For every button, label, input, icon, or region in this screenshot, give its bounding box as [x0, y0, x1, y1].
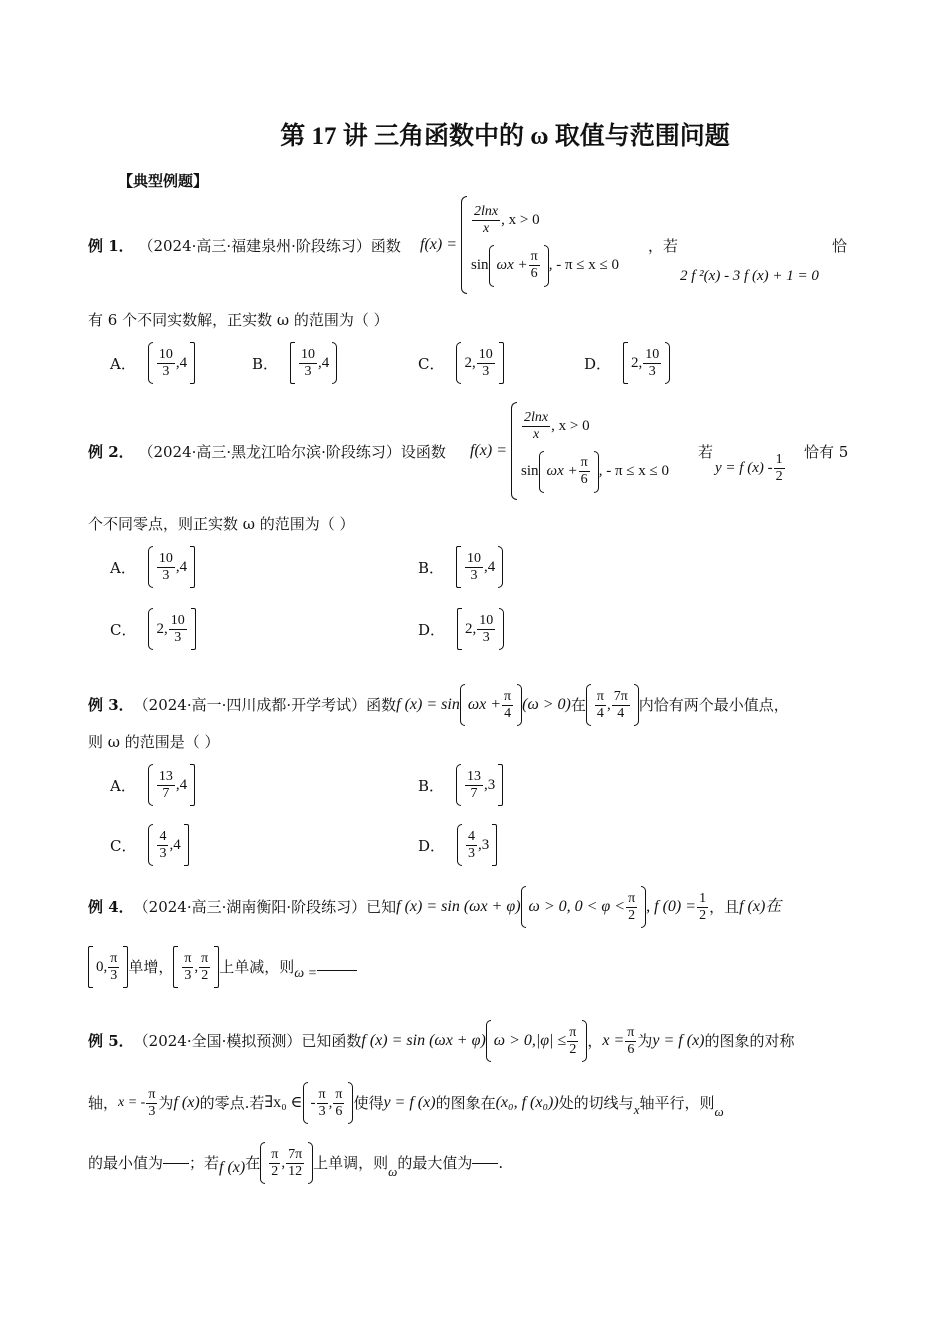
ex5-omega2: ω — [388, 1164, 398, 1179]
ex1-option-c-letter: C． — [418, 354, 445, 373]
ex1-case2-sin: sin — [471, 257, 489, 273]
example-1-fx: f(x) = — [420, 236, 457, 253]
example-4-line1 — [88, 886, 781, 928]
ex5-three: 3 — [148, 1103, 156, 1119]
ex5-blank-1 — [163, 1163, 189, 1164]
ex1-option-a-rest: ,4 — [175, 354, 188, 371]
ex2-case2-six: 6 — [580, 472, 588, 487]
ex5-ruo: ；若 — [189, 1154, 220, 1172]
ex5-pi: π — [569, 1024, 577, 1040]
ex1-option-b-num: 10 — [301, 346, 316, 362]
ex5-iv-3: 3 — [318, 1103, 326, 1119]
ex2-case1-num: 2lnx — [524, 409, 549, 425]
ex2-case2-arg: ωx + — [546, 463, 578, 479]
ex5-parallel: 轴平行，则 — [639, 1094, 715, 1112]
ex4-dz: 单增， — [128, 958, 174, 976]
ex2-ruo: 若 — [698, 443, 714, 461]
ex1-option-c — [418, 342, 504, 384]
ex2-option-a — [110, 546, 195, 588]
ex5-xaxis: x — [633, 1102, 640, 1117]
example-2-source: （2024·高三·黑龙江哈尔滨·阶段练习）设函数 — [138, 443, 446, 461]
ex5-line3-a: 的最小值为 — [88, 1154, 164, 1172]
ex5-end: . — [498, 1154, 504, 1172]
ex2-eq: y = f (x) - — [715, 460, 773, 476]
ex5-exists: ∃x₀ ∈ — [264, 1094, 303, 1111]
ex4-pi: π — [628, 890, 636, 906]
ex1-option-b — [252, 342, 337, 384]
example-5-label: 例 5． — [88, 1032, 134, 1050]
ex5-iv-minus: - — [310, 1095, 316, 1111]
ex3-option-b-num: 13 — [467, 768, 482, 784]
ex4-two: 2 — [628, 907, 636, 923]
ex5-iv-pi-a: π — [318, 1086, 326, 1102]
ex5-xeq: x = — [602, 1032, 625, 1049]
ex4-int2-pi-a: π — [184, 950, 192, 966]
ex5-iv2-12: 12 — [288, 1163, 303, 1179]
ex5-comma: ， — [587, 1032, 603, 1050]
ex2-half-num: 1 — [775, 452, 783, 467]
ex2-option-c-pre: 2, — [156, 620, 168, 637]
ex3-tail: 内恰有两个最小值点， — [638, 696, 789, 714]
ex3-option-a-rest: ,4 — [175, 776, 188, 793]
ex2-option-a-den: 3 — [162, 567, 170, 583]
ex5-wei: 为 — [637, 1032, 653, 1050]
ex2-option-a-letter: A． — [110, 558, 136, 577]
ex4-int2-3: 3 — [184, 967, 192, 983]
ex1-option-d-pre: 2, — [631, 354, 643, 371]
ex5-six: 6 — [627, 1041, 635, 1057]
ex5-pi6: π — [627, 1024, 635, 1040]
ex5-zai: 在 — [245, 1154, 261, 1172]
ex4-omega: ω = — [294, 966, 318, 981]
ex2-option-c-den: 3 — [174, 629, 182, 645]
ex2-option-d — [418, 608, 504, 650]
ex4-int2-2: 2 — [201, 967, 209, 983]
ex1-case1-den: x — [482, 220, 490, 236]
ex4-half-num: 1 — [699, 890, 707, 906]
ex1-case1-cond: , x > 0 — [501, 211, 540, 228]
ex2-option-d-letter: D． — [418, 620, 446, 639]
ex3-option-a-letter: A． — [110, 776, 136, 795]
ex3-option-b-den: 7 — [470, 785, 478, 801]
ex3-option-d — [418, 824, 497, 866]
ex2-equation — [715, 452, 786, 485]
example-5-line2: 轴， x = - $\frac{\pi}{3}$ 为 f (x) 的零点.若 ∃x₀ ∈ - $\frac{\pi}{3}$ , $\frac{\pi}{6}$ 使得 y = f (x) 的图象在 (x₀, f (x₀)) 处的切线与 x 轴平行，则 ω — [88, 1082, 724, 1124]
ex3-option-b-rest: ,3 — [484, 776, 496, 793]
ex5-iv-pi-b: π — [335, 1086, 343, 1102]
example-3-label: 例 3． — [88, 696, 134, 714]
ex5-pi3: π — [148, 1086, 156, 1102]
ex5-fx: f (x) = sin (ωx + φ) — [361, 1032, 486, 1049]
ex3-cond: (ω > 0) — [522, 696, 571, 713]
ex5-tu: 的图象在 — [435, 1094, 496, 1112]
ex2-option-b-rest: ,4 — [484, 558, 496, 575]
ex1-case1-num: 2lnx — [474, 203, 499, 219]
ex3-int-pi: π — [596, 688, 604, 704]
ex5-sym: 的图象的对称 — [704, 1032, 795, 1050]
example-4-source: （2024·高三·湖南衡阳·阶段练习）已知 — [133, 898, 397, 916]
example-2-brace — [511, 402, 517, 500]
example-3-source: （2024·高一·四川成都·开学考试）函数 — [133, 696, 397, 714]
ex3-option-c-letter: C． — [110, 836, 137, 855]
ex2-option-c-num: 10 — [170, 612, 185, 628]
ex2-half-den: 2 — [775, 469, 783, 484]
ex1-option-c-num: 10 — [478, 346, 493, 362]
ex4-int1-pre: 0, — [96, 959, 108, 975]
ex3-option-c — [110, 824, 189, 866]
ex5-xeq2: x = - — [118, 1095, 146, 1110]
ex5-omega: ω — [714, 1104, 724, 1119]
ex4-cond: ω > 0, 0 < φ < — [528, 898, 626, 915]
ex3-option-a-den: 7 — [162, 785, 170, 801]
example-2-fx: f(x) = — [470, 442, 507, 459]
ex1-case2-six: 6 — [530, 266, 538, 281]
ex4-fxz: f (x)在 — [739, 898, 782, 915]
ex2-option-c — [110, 608, 196, 650]
example-5-source: （2024·全国·模拟预测）已知函数 — [133, 1032, 362, 1050]
ex1-ruo: ，若 — [648, 237, 679, 255]
ex1-case2-arg: ωx + — [496, 257, 528, 273]
ex2-option-b-num: 10 — [467, 550, 482, 566]
example-4-label: 例 4． — [88, 898, 134, 916]
ex2-case2-sin: sin — [521, 463, 539, 479]
ex4-fx: f (x) = sin (ωx + φ) — [396, 898, 521, 915]
ex2-option-b — [418, 546, 503, 588]
ex3-option-b-letter: B． — [418, 776, 445, 795]
ex3-option-d-letter: D． — [418, 836, 446, 855]
ex2-option-d-den: 3 — [482, 629, 490, 645]
ex2-case2-cond: , - π ≤ x ≤ 0 — [598, 463, 670, 479]
ex3-option-d-den: 3 — [468, 845, 476, 861]
ex3-int-7pi: 7π — [613, 688, 628, 704]
ex1-option-a-letter: A． — [110, 354, 136, 373]
ex1-line2: 有 6 个不同实数解，正实数 ω 的范围为（ ） — [88, 311, 389, 329]
ex5-cond: ω > 0,|φ| ≤ — [493, 1032, 567, 1049]
ex3-zai: 在 — [570, 696, 586, 714]
ex5-iv-6: 6 — [335, 1103, 343, 1119]
ex2-qia: 恰有 5 — [804, 443, 849, 461]
ex3-option-c-num: 4 — [159, 828, 167, 844]
ex2-case1-den: x — [532, 426, 540, 442]
ex4-f0: , f (0) = — [646, 898, 697, 915]
ex3-option-c-rest: ,4 — [169, 836, 181, 853]
ex1-option-c-den: 3 — [482, 363, 490, 379]
ex4-int1-pi: π — [110, 950, 118, 966]
ex3-fx: f (x) = sin — [396, 696, 460, 713]
ex4-answer-blank — [317, 970, 357, 971]
ex2-option-d-pre: 2, — [465, 620, 477, 637]
example-2-label: 例 2． — [88, 443, 134, 461]
ex5-line2-a: 轴， — [88, 1094, 119, 1112]
ex3-pi: π — [504, 688, 512, 704]
example-5-line1 — [88, 1020, 795, 1062]
ex5-iv2-pi: π — [271, 1146, 279, 1162]
ex5-iv2-7pi: 7π — [288, 1146, 303, 1162]
ex5-two: 2 — [569, 1041, 577, 1057]
ex1-option-d — [584, 342, 670, 384]
ex5-blank-2 — [472, 1163, 498, 1164]
example-1-label-line — [88, 236, 401, 256]
ex3-four: 4 — [504, 705, 512, 721]
example-2-label-line — [88, 442, 446, 462]
example-1-label: 例 1． — [88, 237, 134, 255]
ex1-qia: 恰 — [832, 237, 848, 255]
example-1-source: （2024·高三·福建泉州·阶段练习）函数 — [138, 237, 401, 255]
example-4-line2: 0, $\frac{\pi}{3}$ 单增， $\frac{\pi}{3}$ , $\frac{\pi}{2}$ 上单减，则 ω = — [88, 946, 357, 988]
ex4-int2-pi-b: π — [201, 950, 209, 966]
ex1-option-d-num: 10 — [645, 346, 660, 362]
ex2-option-a-rest: ,4 — [175, 558, 188, 575]
page-title: 第 17 讲 三角函数中的 ω 取值与范围问题 — [280, 123, 730, 150]
ex3-arg: ωx + — [467, 696, 502, 713]
example-1-brace — [461, 196, 467, 294]
ex5-fx3: f (x) — [219, 1159, 246, 1176]
ex1-option-b-letter: B． — [252, 354, 279, 373]
ex3-option-a-num: 13 — [158, 768, 173, 784]
ex4-tail: 上单减，则 — [219, 958, 295, 976]
ex3-int-4a: 4 — [596, 705, 604, 721]
ex5-yfx: y = f (x) — [652, 1032, 705, 1049]
ex3-int-4b: 4 — [617, 705, 625, 721]
ex3-option-d-num: 4 — [468, 828, 476, 844]
example-1-piecewise — [420, 196, 619, 294]
ex2-option-a-num: 10 — [158, 550, 173, 566]
ex1-option-b-den: 3 — [304, 363, 312, 379]
ex3-option-a — [110, 764, 195, 806]
section-heading: 【典型例题】 — [118, 172, 209, 190]
ex1-option-a-num: 10 — [158, 346, 173, 362]
ex1-case2-cond: , - π ≤ x ≤ 0 — [548, 257, 620, 273]
ex5-iv2-2: 2 — [271, 1163, 279, 1179]
ex2-case2-pi: π — [580, 455, 588, 470]
ex3-line2: 则 ω 的范围是（ ） — [88, 733, 220, 751]
ex1-equation: 2 f ²(x) - 3 f (x) + 1 = 0 — [680, 268, 819, 284]
ex1-option-b-rest: ,4 — [318, 354, 330, 371]
ex2-case1-cond: , x > 0 — [551, 417, 590, 434]
ex4-half-den: 2 — [699, 907, 707, 923]
ex3-option-b — [418, 764, 503, 806]
ex5-yfx2: y = f (x) — [383, 1094, 436, 1111]
ex2-option-c-letter: C． — [110, 620, 137, 639]
example-5-line3: 的最小值为 ；若 f (x) 在 $\frac{\pi}{2}$ , $\frac{7\pi}{12}$ 上单调，则 ω 的最大值为 . — [88, 1142, 503, 1184]
ex1-option-d-letter: D． — [584, 354, 612, 373]
ex5-zero: 的零点.若 — [199, 1094, 265, 1112]
example-2-piecewise — [470, 402, 669, 500]
ex1-option-a-den: 3 — [162, 363, 170, 379]
ex4-int1-3: 3 — [110, 967, 118, 983]
ex3-option-d-rest: ,3 — [478, 836, 490, 853]
ex2-option-b-den: 3 — [470, 567, 478, 583]
ex1-option-c-pre: 2, — [464, 354, 476, 371]
ex1-case2-pi: π — [530, 249, 538, 264]
ex5-tangent: 处的切线与 — [558, 1094, 634, 1112]
example-3-line1: 例 3． （2024·高一·四川成都·开学考试）函数 f (x) = sin ωx + $\frac{\pi}{4}$ (ω > 0) 在 $\frac{\pi}{4}$ , $\frac{7\pi}{4}$ 内恰有两个最小值点， — [88, 684, 789, 726]
ex5-shi: 使得 — [353, 1094, 384, 1112]
ex5-mono: 上单调，则 — [313, 1154, 389, 1172]
ex2-option-b-letter: B． — [418, 558, 445, 577]
ex2-option-d-num: 10 — [479, 612, 494, 628]
ex1-option-a — [110, 342, 195, 384]
ex1-option-d-den: 3 — [648, 363, 656, 379]
ex2-line2: 个不同零点，则正实数 ω 的范围为（ ） — [88, 515, 355, 533]
ex4-qie: ，且 — [709, 898, 740, 916]
ex3-option-c-den: 3 — [159, 845, 167, 861]
ex5-maxv: 的最大值为 — [397, 1154, 473, 1172]
ex5-wei2: 为 — [158, 1094, 174, 1112]
ex5-fx2: f (x) — [173, 1094, 200, 1111]
ex5-point: (x₀, f (x₀)) — [495, 1094, 559, 1111]
